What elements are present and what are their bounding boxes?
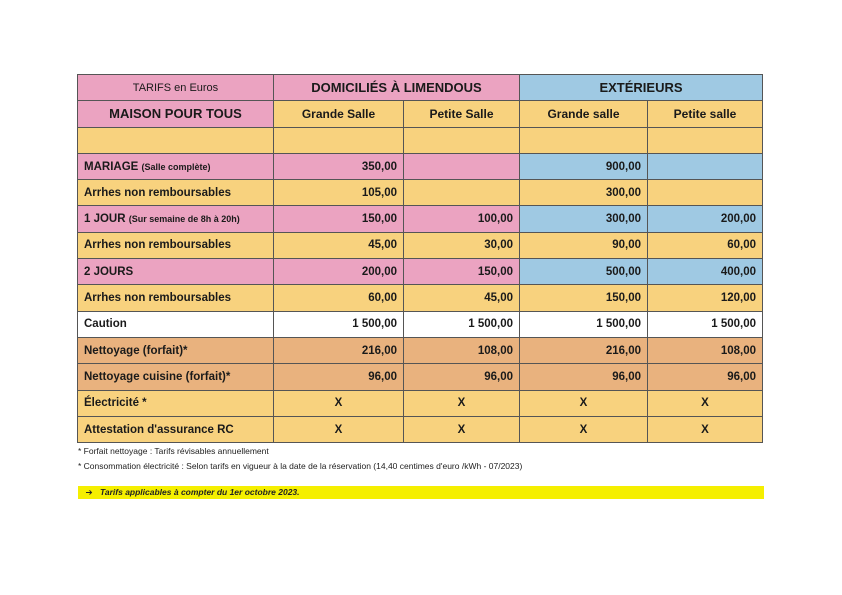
ext-petite-value: 120,00: [648, 285, 763, 311]
dom-petite-value: 30,00: [404, 232, 520, 258]
dom-grande-value: X: [274, 416, 404, 442]
dom-grande-header: Grande Salle: [274, 101, 404, 127]
ext-petite-value: [648, 180, 763, 206]
dom-grande-value: 216,00: [274, 337, 404, 363]
ext-grande-value: 150,00: [520, 285, 648, 311]
spacer-cell: [648, 127, 763, 153]
tarifs-applicables-banner: [78, 486, 764, 499]
dom-grande-value: 96,00: [274, 364, 404, 390]
dom-grande-value: 200,00: [274, 259, 404, 285]
ext-petite-value: [648, 153, 763, 179]
row-label-detail: (Salle complète): [141, 161, 211, 172]
row-label: 2 JOURS: [78, 259, 274, 285]
table-row: [78, 311, 763, 337]
dom-petite-value: [404, 180, 520, 206]
table-row: [78, 285, 763, 311]
table-row: [78, 416, 763, 442]
dom-grande-value: 105,00: [274, 180, 404, 206]
group-exterieurs: EXTÉRIEURS: [520, 75, 763, 101]
spacer-cell: [274, 127, 404, 153]
dom-petite-value: 45,00: [404, 285, 520, 311]
row-label-text: 1 JOUR: [84, 213, 126, 226]
row-label: Arrhes non remboursables: [78, 180, 274, 206]
ext-petite-value: 400,00: [648, 259, 763, 285]
ext-grande-value: 1 500,00: [520, 311, 648, 337]
dom-petite-value: [404, 153, 520, 179]
dom-petite-value: 108,00: [404, 337, 520, 363]
dom-petite-value: 1 500,00: [404, 311, 520, 337]
dom-grande-value: 150,00: [274, 206, 404, 232]
dom-grande-value: 1 500,00: [274, 311, 404, 337]
banner-text: Tarifs applicables à compter du 1er octobre 2023.: [100, 487, 300, 497]
row-label: Nettoyage (forfait)*: [78, 337, 274, 363]
ext-grande-value: 300,00: [520, 180, 648, 206]
row-label: Arrhes non remboursables: [78, 232, 274, 258]
row-label-text: MARIAGE: [84, 160, 139, 173]
ext-grande-value: 900,00: [520, 153, 648, 179]
spacer-cell: [78, 127, 274, 153]
note-nettoyage: * Forfait nettoyage : Tarifs révisables annuellement: [78, 446, 269, 456]
table-row: [78, 364, 763, 390]
ext-grande-header: Grande salle: [520, 101, 648, 127]
row-label: Caution: [78, 311, 274, 337]
table-row: [78, 180, 763, 206]
table-row: [78, 206, 763, 232]
ext-petite-value: X: [648, 390, 763, 416]
row-label: Nettoyage cuisine (forfait)*: [78, 364, 274, 390]
dom-petite-value: X: [404, 390, 520, 416]
ext-petite-value: X: [648, 416, 763, 442]
ext-grande-value: X: [520, 416, 648, 442]
tarifs-label: TARIFS en Euros: [78, 75, 274, 101]
dom-grande-value: 60,00: [274, 285, 404, 311]
group-domicilies: DOMICILIÉS À LIMENDOUS: [274, 75, 520, 101]
dom-petite-header: Petite Salle: [404, 101, 520, 127]
row-label-detail: (Sur semaine de 8h à 20h): [128, 214, 240, 225]
dom-grande-value: 350,00: [274, 153, 404, 179]
ext-petite-header: Petite salle: [648, 101, 763, 127]
header-row-2: [78, 101, 763, 127]
table-row: [78, 153, 763, 179]
row-label: Électricité *: [78, 390, 274, 416]
spacer-cell: [404, 127, 520, 153]
ext-grande-value: 300,00: [520, 206, 648, 232]
ext-petite-value: 60,00: [648, 232, 763, 258]
dom-petite-value: X: [404, 416, 520, 442]
row-label: [78, 206, 274, 232]
row-label: [78, 153, 274, 179]
maison-label: MAISON POUR TOUS: [78, 101, 274, 127]
ext-grande-value: 90,00: [520, 232, 648, 258]
table-row: [78, 232, 763, 258]
spacer-row: [78, 127, 763, 153]
dom-petite-value: 150,00: [404, 259, 520, 285]
header-row-1: [78, 75, 763, 101]
dom-petite-value: 96,00: [404, 364, 520, 390]
ext-petite-value: 200,00: [648, 206, 763, 232]
dom-petite-value: 100,00: [404, 206, 520, 232]
ext-grande-value: X: [520, 390, 648, 416]
dom-grande-value: X: [274, 390, 404, 416]
table-row: [78, 390, 763, 416]
ext-petite-value: 108,00: [648, 337, 763, 363]
arrow-right-icon: ➔: [85, 487, 93, 497]
note-electricite: * Consommation électricité : Selon tarifs en vigueur à la date de la réservation (14,40 centimes d'euro /kWh - 07/2023): [78, 461, 523, 471]
table-row: [78, 259, 763, 285]
spacer-cell: [520, 127, 648, 153]
table-row: [78, 337, 763, 363]
ext-petite-value: 96,00: [648, 364, 763, 390]
ext-grande-value: 96,00: [520, 364, 648, 390]
tarif-table: [77, 74, 763, 443]
row-label: Attestation d'assurance RC: [78, 416, 274, 442]
ext-petite-value: 1 500,00: [648, 311, 763, 337]
dom-grande-value: 45,00: [274, 232, 404, 258]
ext-grande-value: 216,00: [520, 337, 648, 363]
row-label: Arrhes non remboursables: [78, 285, 274, 311]
ext-grande-value: 500,00: [520, 259, 648, 285]
